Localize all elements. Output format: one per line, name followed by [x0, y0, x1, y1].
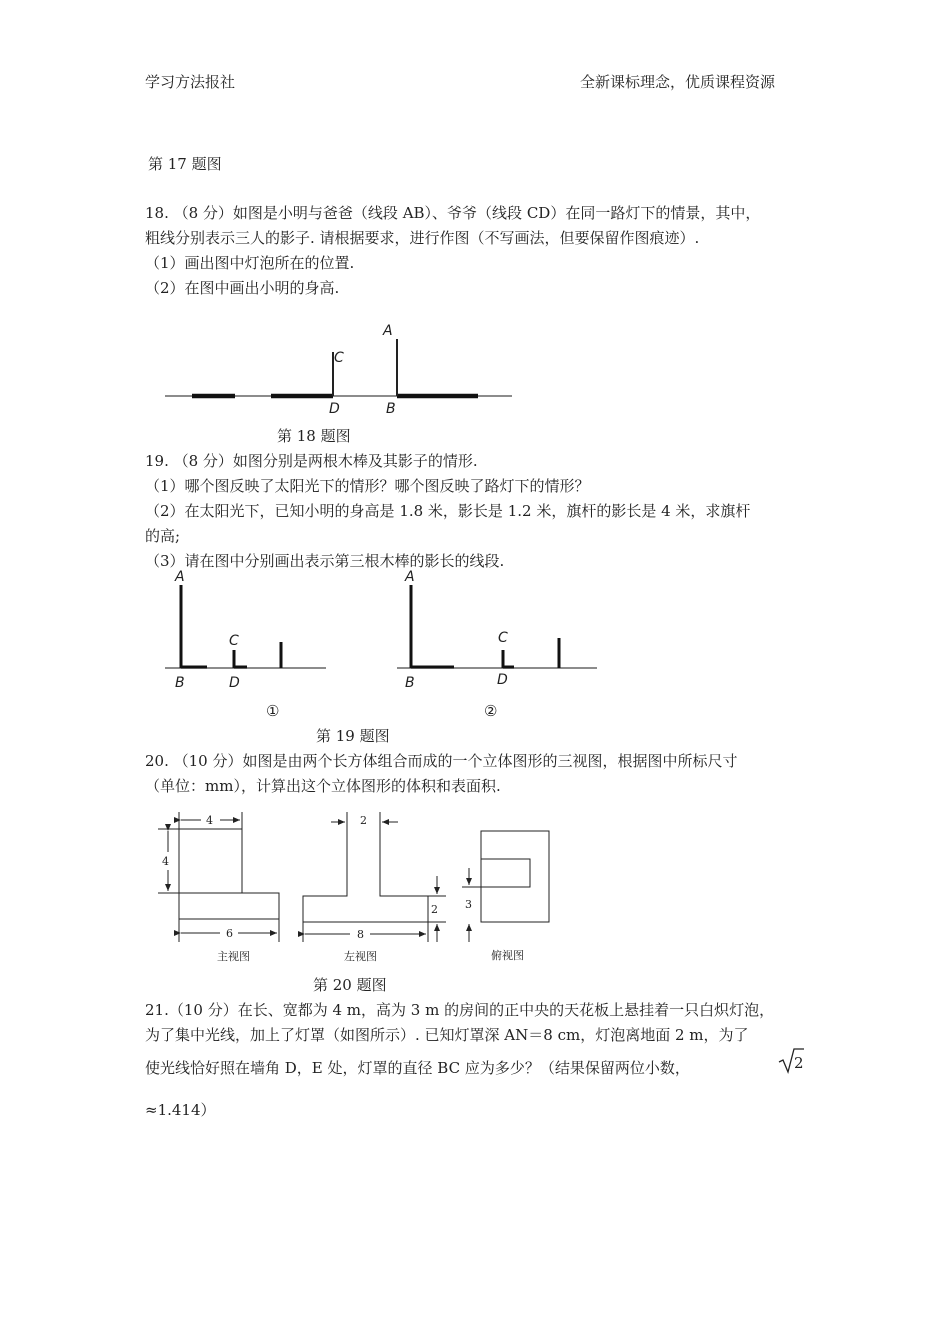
- q21-line3: 使光线恰好照在墙角 D，E 处，灯罩的直径 BC 应为多少？（结果保留两位小数，: [145, 1059, 690, 1077]
- front-view-label: 主视图: [217, 950, 250, 963]
- q18-item1: （1）画出图中灯泡所在的位置.: [145, 254, 355, 272]
- header-right: 全新课标理念，优质课程资源: [580, 73, 776, 91]
- q20-caption: 第 20 题图: [313, 976, 387, 994]
- svg-text:B: B: [175, 675, 185, 691]
- svg-text:C: C: [498, 630, 508, 646]
- q19-item2b: 的高;: [145, 527, 181, 545]
- svg-text:2: 2: [431, 903, 438, 916]
- svg-text:8: 8: [357, 928, 364, 941]
- q19-line1: 19. （8 分）如图分别是两根木棒及其影子的情形.: [145, 452, 478, 470]
- svg-text:A: A: [405, 569, 415, 585]
- q20-line2: （单位：mm），计算出这个立体图形的体积和表面积.: [145, 777, 501, 795]
- q21-line1: 21.（10 分）在长、宽都为 4 m，高为 3 m 的房间的正中央的天花板上悬挂着一只白炽灯泡，: [145, 1001, 775, 1019]
- q19-item3: （3）请在图中分别画出表示第三根木棒的影长的线段.: [145, 552, 505, 570]
- svg-text:6: 6: [226, 927, 233, 940]
- svg-text:D: D: [497, 672, 508, 688]
- q19-item1: （1）哪个图反映了太阳光下的情形？哪个图反映了路灯下的情形？: [145, 477, 590, 495]
- left-view: [303, 812, 446, 942]
- svg-text:4: 4: [162, 855, 169, 868]
- svg-text:4: 4: [206, 814, 213, 827]
- q19-item2a: （2）在太阳光下，已知小明的身高是 1.8 米，影长是 1.2 米，旗杆的影长是 4 米，求旗杆: [145, 502, 751, 520]
- q19-fig2-label: ②: [484, 702, 498, 720]
- label-a: A: [383, 323, 393, 339]
- fig17-caption: 第 17 题图: [148, 155, 222, 173]
- svg-text:2: 2: [794, 1054, 804, 1072]
- top-view: [462, 831, 549, 942]
- svg-text:3: 3: [465, 898, 472, 911]
- svg-text:B: B: [405, 675, 415, 691]
- front-view: [158, 812, 279, 942]
- sqrt-2: [778, 1046, 806, 1076]
- top-view-label: 俯视图: [491, 949, 524, 962]
- q18-line2: 粗线分别表示三人的影子. 请根据要求，进行作图（不写画法，但要保留作图痕迹）.: [145, 229, 700, 247]
- header-left: 学习方法报社: [145, 73, 236, 91]
- svg-text:D: D: [229, 675, 240, 691]
- q18-item2: （2）在图中画出小明的身高.: [145, 279, 340, 297]
- q19-caption: 第 19 题图: [316, 727, 390, 745]
- label-b: B: [386, 401, 396, 417]
- q21-line4: ≈1.414）: [145, 1101, 216, 1119]
- svg-text:C: C: [229, 633, 239, 649]
- q18-line1: 18. （8 分）如图是小明与爸爸（线段 AB）、爷爷（线段 CD）在同一路灯下的情景，其中，: [145, 204, 761, 222]
- q21-line2: 为了集中光线，加上了灯罩（如图所示）. 已知灯罩深 AN＝8 cm，灯泡离地面 2 m，为了: [145, 1026, 749, 1044]
- svg-text:A: A: [175, 569, 185, 585]
- svg-text:2: 2: [360, 814, 367, 827]
- q19-fig1-label: ①: [266, 702, 280, 720]
- q18-caption: 第 18 题图: [277, 427, 351, 445]
- label-d: D: [329, 401, 340, 417]
- label-c: C: [334, 350, 344, 366]
- left-view-label: 左视图: [344, 950, 377, 963]
- q20-line1: 20. （10 分）如图是由两个长方体组合而成的一个立体图形的三视图，根据图中所标尺寸: [145, 752, 738, 770]
